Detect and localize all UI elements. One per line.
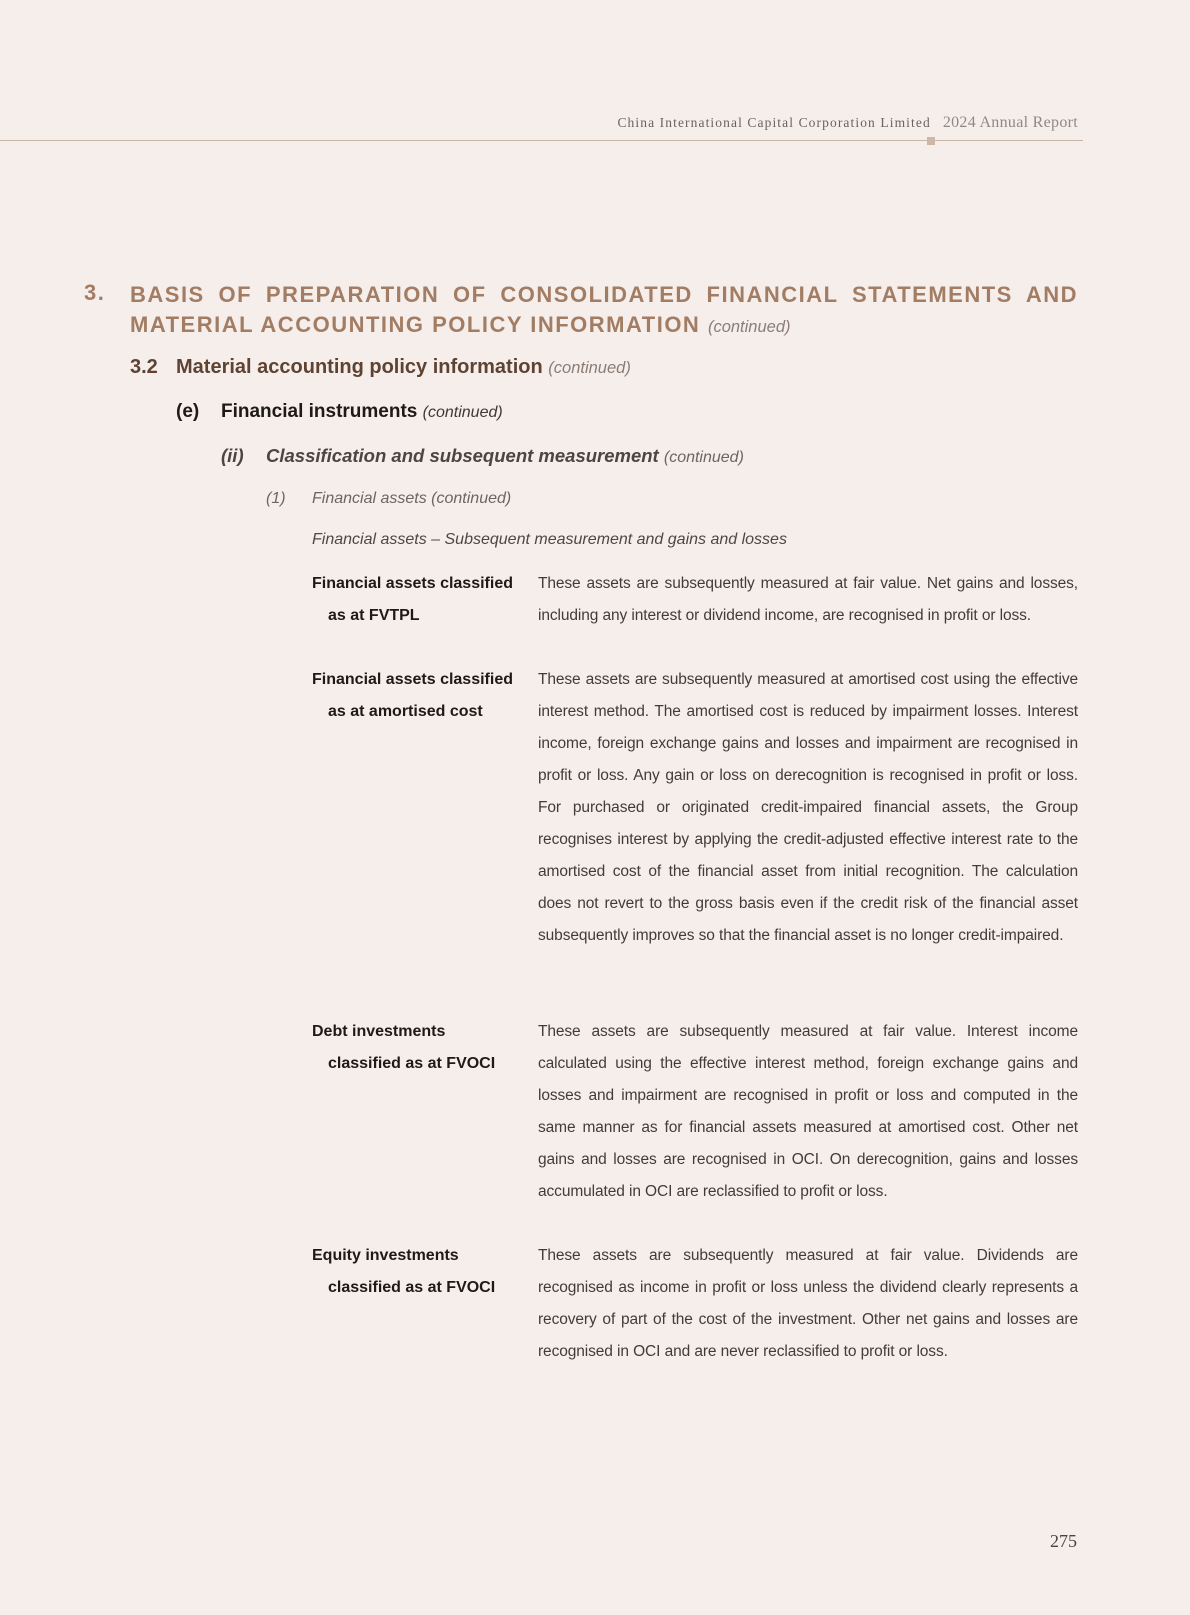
item-e-heading — [221, 401, 503, 423]
measurement-subheading: Financial assets – Subsequent measurement and gains and losses — [312, 531, 787, 548]
row-label — [312, 568, 528, 632]
item-ii-heading — [266, 445, 744, 467]
row-description: These assets are subsequently measured at fair value. Interest income calculated using the effective interest method, foreign exchange gains and losses and impairment are recognised in profit or loss and computed in the same manner as for financial assets measured at amortised cost. Other net gains and losses are recognised in OCI. On derecognition, gains and losses accumulated in OCI are reclassified to profit or loss. — [538, 1023, 1078, 1200]
item-ii-number: (ii) — [221, 445, 244, 466]
row-label-line1: Equity investments — [312, 1247, 459, 1264]
subsection-heading — [176, 356, 631, 379]
header-report-title: 2024 Annual Report — [942, 114, 1078, 131]
row-label — [312, 1016, 528, 1080]
section-continued: (continued) — [707, 318, 791, 336]
row-label-line1: Financial assets classified — [312, 671, 513, 688]
header-rule — [0, 140, 1083, 141]
item-1-title: Financial assets (continued) — [312, 490, 512, 507]
row-label-line1: Debt investments — [312, 1023, 446, 1040]
row-description: These assets are subsequently measured at fair value. Dividends are recognised as income in profit or loss unless the dividend clearly represents a recovery of part of the cost of the investment. Other net gains and losses are recognised in OCI and are never reclassified to profit or loss. — [538, 1247, 1078, 1360]
row-label-line2: as at FVTPL — [328, 607, 420, 624]
page-number: 275 — [1050, 1531, 1077, 1551]
item-ii-title: Classification and subsequent measurement — [266, 445, 659, 466]
item-e-continued: (continued) — [422, 404, 503, 421]
header-company-name: China International Capital Corporation Limited — [617, 115, 931, 130]
section-title-line2-wrap — [130, 310, 1078, 342]
section-title — [130, 280, 1078, 342]
row-description: These assets are subsequently measured at fair value. Net gains and losses, including any interest or dividend income, are recognised in profit or loss. — [538, 575, 1078, 624]
row-label — [312, 664, 528, 728]
subsection-continued: (continued) — [548, 359, 631, 377]
header-marker — [927, 137, 935, 145]
item-ii-continued: (continued) — [663, 449, 744, 466]
row-label-line2: as at amortised cost — [328, 703, 483, 720]
section-title-line1: BASIS OF PREPARATION OF CONSOLIDATED FINANCIAL STATEMENTS AND — [130, 282, 1078, 307]
section-title-line2: MATERIAL ACCOUNTING POLICY INFORMATION — [130, 312, 701, 337]
row-description: These assets are subsequently measured at amortised cost using the effective interest method. The amortised cost is reduced by impairment losses. Interest income, foreign exchange gains and losses and impairment are recognised in profit or loss. Any gain or loss on derecognition is recognised in profit or loss. For purchased or originated credit-impaired financial assets, the Group recognises interest by applying the credit-adjusted effective interest rate to the amortised cost of the financial asset from initial recognition. The calculation does not revert to the gross basis even if the credit risk of the financial asset subsequently improves so that the financial asset is no longer credit-impaired. — [538, 671, 1078, 944]
subsection-title: Material accounting policy information — [176, 356, 543, 378]
row-label — [312, 1240, 528, 1304]
item-1-number: (1) — [266, 490, 286, 507]
subsection-number: 3.2 — [130, 356, 158, 378]
section-number: 3. — [84, 280, 106, 305]
page-header — [617, 114, 1078, 132]
row-label-line1: Financial assets classified — [312, 575, 513, 592]
row-label-line2: classified as at FVOCI — [328, 1055, 496, 1072]
item-e-number: (e) — [176, 401, 200, 422]
item-e-title: Financial instruments — [221, 401, 418, 422]
row-label-line2: classified as at FVOCI — [328, 1279, 496, 1296]
